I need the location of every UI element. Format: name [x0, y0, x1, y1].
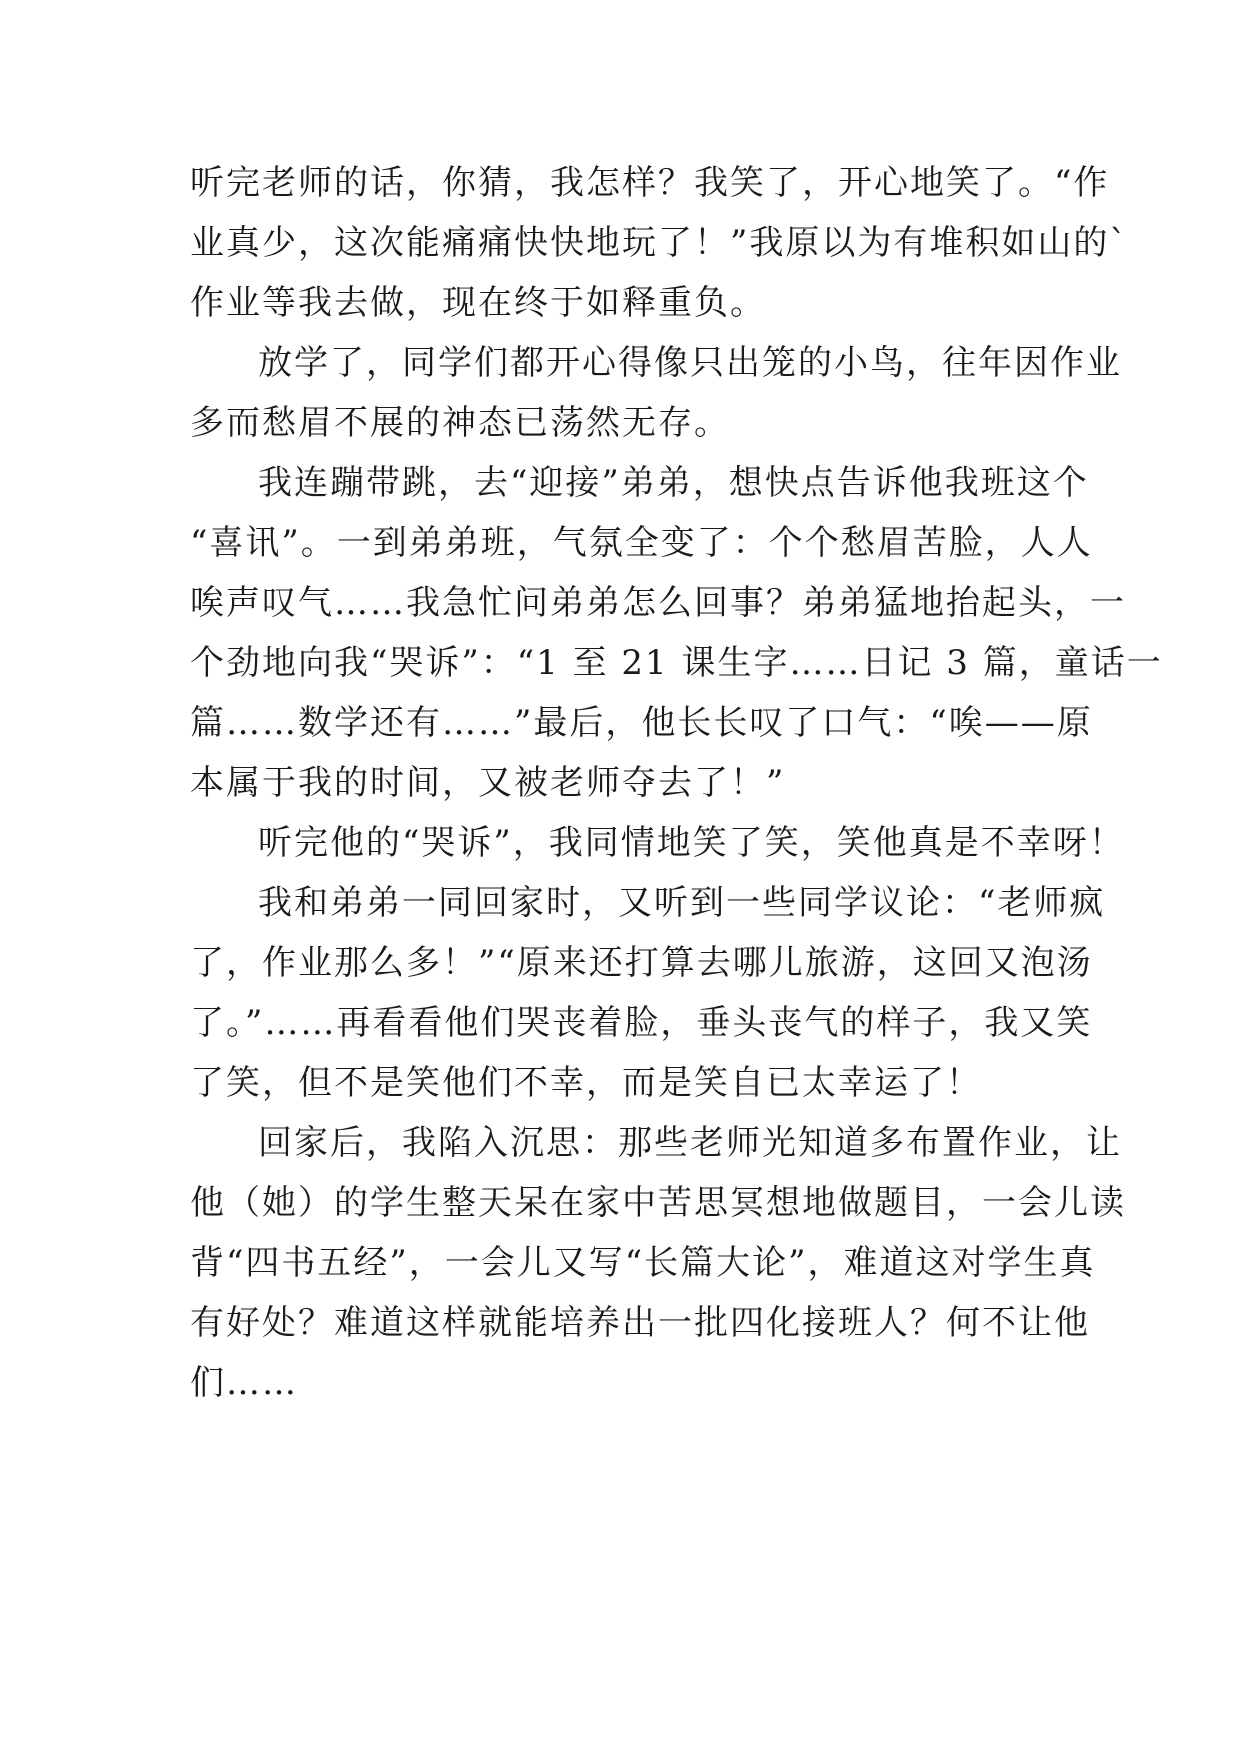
text-line: 了。”……再看看他们哭丧着脸，垂头丧气的样子，我又笑 — [190, 1003, 1093, 1043]
text-line: 我连蹦带跳，去“迎接”弟弟，想快点告诉他我班这个 — [258, 463, 1089, 503]
text-line: 回家后，我陷入沉思：那些老师光知道多布置作业，让 — [258, 1123, 1122, 1163]
text-line: 听完他的“哭诉”，我同情地笑了笑，笑他真是不幸呀！ — [258, 823, 1125, 863]
text-line: 们…… — [190, 1363, 298, 1403]
text-line: 放学了，同学们都开心得像只出笼的小鸟，往年因作业 — [258, 343, 1122, 383]
text-line: 听完老师的话，你猜，我怎样？我笑了，开心地笑了。“作 — [190, 163, 1110, 203]
text-line: “喜讯”。一到弟弟班，气氛全变了：个个愁眉苦脸，人人 — [190, 523, 1093, 563]
text-line: 本属于我的时间，又被老师夺去了！” — [190, 763, 786, 803]
text-line: 有好处？难道这样就能培养出一批四化接班人？何不让他 — [190, 1303, 1090, 1343]
text-line: 他（她）的学生整天呆在家中苦思冥想地做题目，一会儿读 — [190, 1183, 1126, 1223]
text-line: 篇……数学还有……”最后，他长长叹了口气：“唉——原 — [190, 703, 1093, 743]
text-line: 业真少，这次能痛痛快快地玩了！”我原以为有堆积如山的` — [190, 223, 1129, 263]
text-line: 了笑，但不是笑他们不幸，而是笑自已太幸运了！ — [190, 1063, 982, 1103]
text-line: 唉声叹气……我急忙问弟弟怎么回事？弟弟猛地抬起头，一 — [190, 583, 1126, 623]
text-line: 个劲地向我“哭诉”：“1 至 21 课生字……日记 3 篇，童话一 — [190, 643, 1163, 683]
text-line: 背“四书五经”，一会儿又写“长篇大论”，难道这对学生真 — [190, 1243, 1096, 1283]
text-line: 多而愁眉不展的神态已荡然无存。 — [190, 403, 730, 443]
text-line: 了，作业那么多！”“原来还打算去哪儿旅游，这回又泡汤 — [190, 943, 1093, 983]
text-line: 我和弟弟一同回家时，又听到一些同学议论：“老师疯 — [258, 883, 1106, 923]
text-line: 作业等我去做，现在终于如释重负。 — [190, 283, 766, 323]
